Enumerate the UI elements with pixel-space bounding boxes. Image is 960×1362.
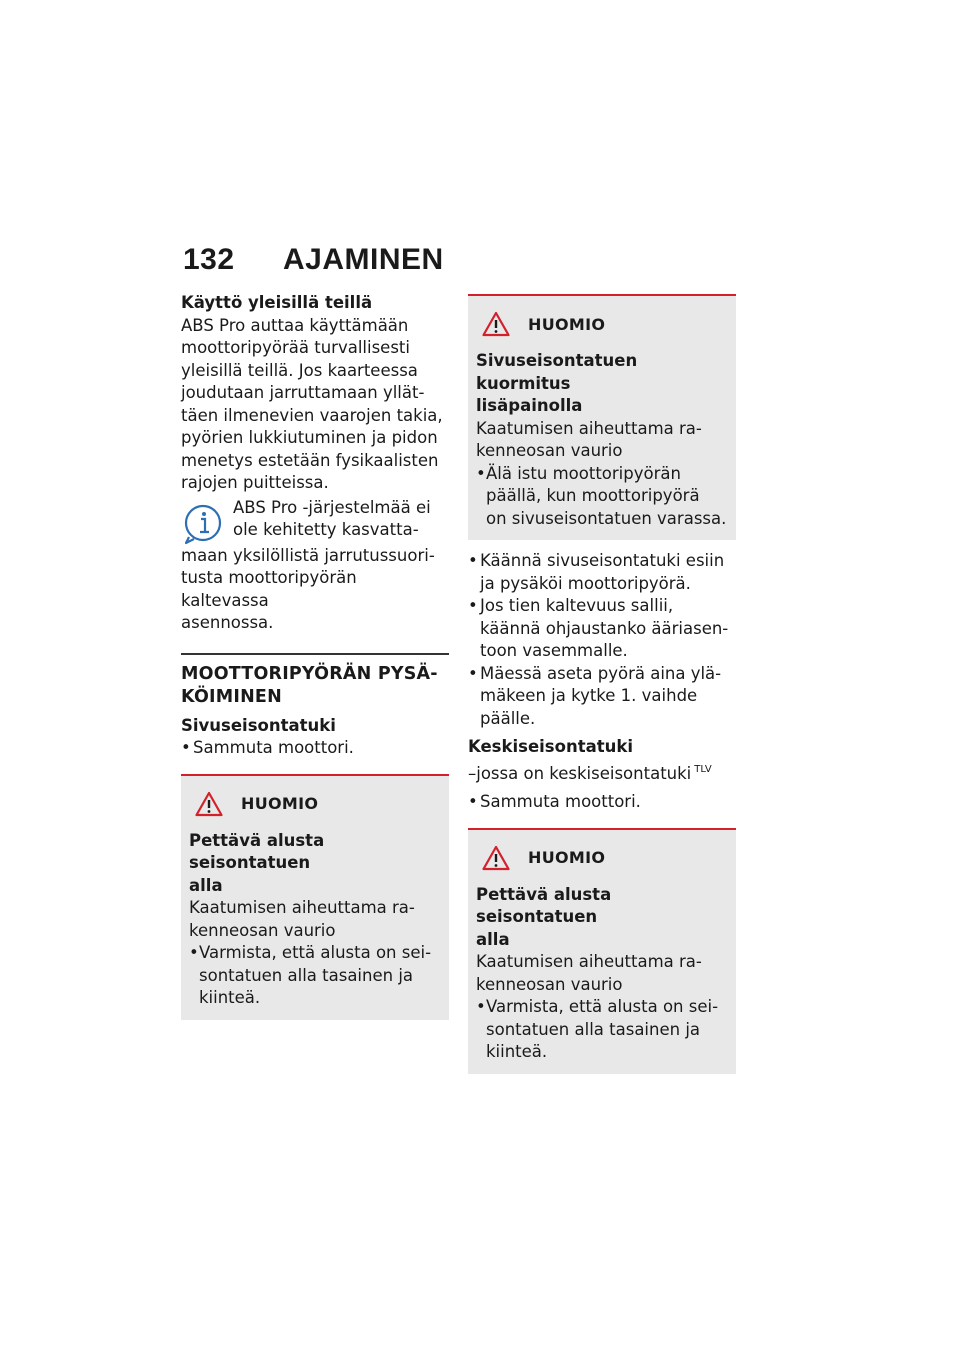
notice-box (181, 774, 449, 1020)
option-code: TLV (694, 763, 712, 775)
text-line: täen ilmenevien vaarojen takia, (181, 405, 443, 425)
notice-body (189, 897, 441, 942)
text-line: kiinteä. (486, 1042, 548, 1061)
option-note-text: –jossa on keskiseisontatuki (468, 763, 692, 783)
text-line: Pettävä alusta seisontatuen (189, 830, 325, 872)
bullet-glyph: • (468, 792, 478, 811)
text-line: mäkeen ja kytke 1. vaihde (480, 686, 698, 705)
text-line: rajojen puitteissa. (181, 473, 329, 492)
notice-header (476, 308, 728, 340)
right-column (468, 292, 736, 1074)
notice-label: HUOMIO (528, 314, 606, 334)
text-line: maan yksilöllistä jarrutussuori- (181, 545, 435, 565)
text-line: toon vasemmalle. (480, 641, 628, 660)
text-line: ABS Pro auttaa käyttämään (181, 315, 409, 335)
text-line: Kaatumisen aiheuttama ra- (189, 898, 415, 917)
text-line: Sivuseisontatuen kuormitus (476, 351, 638, 393)
text-line: tusta moottoripyörän kaltevassa (181, 568, 357, 610)
list-item (468, 550, 736, 595)
text-line: Varmista, että alusta on sei- (199, 943, 432, 962)
list-item (468, 595, 736, 663)
notice-label: HUOMIO (528, 848, 606, 867)
text-line: päällä, kun moottoripyörä (486, 486, 700, 505)
subheading-side-stand: Sivuseisontatuki (181, 715, 336, 735)
text-line: Pettävä alusta seisontatuen (476, 884, 612, 926)
text-line: pyörien lukkiutuminen ja pidon (181, 428, 438, 447)
text-line: käännä ohjaustanko ääriasen- (480, 618, 729, 638)
text-line: Jos tien kaltevuus sallii, (480, 596, 674, 615)
bullet-glyph: • (476, 997, 486, 1016)
text-line: ja pysäköi moottoripyörä. (480, 573, 691, 593)
warning-icon (482, 845, 510, 871)
warning-icon (482, 311, 510, 337)
text-line: joudutaan jarruttamaan yllät- (181, 383, 425, 402)
parking-steps-list (468, 550, 736, 730)
chapter-title: AJAMINEN (283, 243, 444, 276)
text-line: kiinteä. (199, 988, 261, 1007)
text-line: alla (189, 875, 223, 895)
bullet-text (480, 663, 721, 731)
notice-title (476, 350, 728, 418)
text-line: kenneosan vaurio (189, 920, 336, 940)
text-line: Käännä sivuseisontatuki esiin (480, 551, 725, 570)
notice-title (476, 884, 728, 952)
list-item (476, 463, 728, 531)
bullet-text (199, 942, 431, 1010)
notice-body (476, 951, 728, 996)
text-line: kenneosan vaurio (476, 974, 623, 994)
page-header (183, 243, 444, 277)
text-line: ABS Pro -järjestelmää ei (233, 497, 431, 517)
info-note (181, 497, 449, 635)
page-number: 132 (183, 243, 235, 276)
bullet-glyph: • (476, 463, 486, 483)
text-line: sontatuen alla tasainen ja (199, 965, 414, 985)
notice-body (476, 418, 728, 463)
bullet-glyph: • (468, 596, 478, 615)
list-item (189, 942, 441, 1010)
notice-header (189, 788, 441, 820)
bullet-glyph: • (181, 738, 191, 757)
text-line: yleisillä teillä. Jos kaarteessa (181, 360, 418, 380)
notice-box (468, 828, 736, 1074)
warning-icon (195, 791, 223, 817)
text-line: Mäessä aseta pyörä aina ylä- (480, 663, 722, 683)
section-title-parking (181, 653, 449, 709)
bullet-text (480, 595, 728, 663)
list-item (476, 996, 728, 1064)
bullet-glyph: • (189, 943, 199, 962)
text-line: asennossa. (181, 613, 274, 632)
option-note (468, 759, 736, 786)
text-line: Kaatumisen aiheuttama ra- (476, 418, 702, 438)
bullet-text (480, 550, 724, 595)
notice-label: HUOMIO (241, 794, 319, 813)
text-line: alla (476, 929, 510, 949)
abs-pro-paragraph (181, 315, 449, 495)
list-item (181, 737, 449, 760)
notice-header (476, 842, 728, 874)
bullet-glyph: • (468, 551, 478, 570)
text-line: kenneosan vaurio (476, 441, 623, 460)
text-line: ole kehitetty kasvatta- (233, 520, 419, 539)
left-column (181, 292, 449, 1020)
text-line: Älä istu moottoripyörän (486, 463, 681, 483)
bullet-text (486, 996, 718, 1064)
info-icon (181, 501, 225, 545)
text-line: sontatuen alla tasainen ja (486, 1019, 701, 1039)
text-line: KÖIMINEN (181, 686, 282, 707)
text-line: Kaatumisen aiheuttama ra- (476, 952, 702, 971)
list-item (468, 791, 736, 814)
bullet-text: Sammuta moottori. (193, 738, 354, 757)
heading-public-roads: Käyttö yleisillä teillä (181, 293, 373, 312)
text-line: MOOTTORIPYÖRÄN PYSÄ- (181, 663, 438, 684)
text-line: moottoripyörää turvallisesti (181, 338, 410, 357)
bullet-text (486, 463, 726, 531)
bullet-glyph: • (468, 663, 478, 683)
notice-title (189, 830, 441, 898)
text-line: lisäpainolla (476, 396, 583, 415)
text-line: menetys estetään fysikaalisten (181, 450, 439, 470)
text-line: päälle. (480, 708, 536, 728)
text-line: on sivuseisontatuen varassa. (486, 508, 727, 528)
list-item (468, 663, 736, 731)
text-line: Varmista, että alusta on sei- (486, 997, 719, 1016)
notice-box (468, 294, 736, 540)
bullet-text: Sammuta moottori. (480, 792, 641, 811)
subheading-center-stand: Keskiseisontatuki (468, 737, 633, 756)
